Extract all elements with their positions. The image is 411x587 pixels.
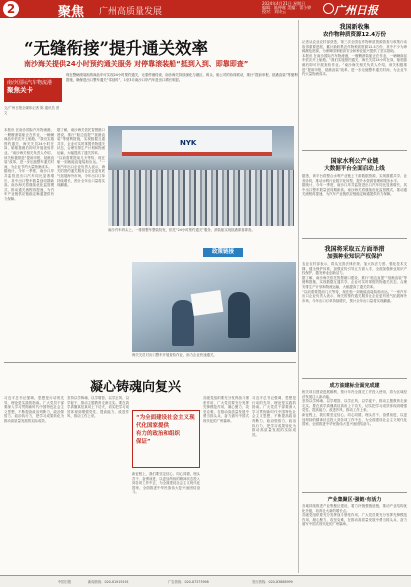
brief-text: 据悉，该平台将整合水利产业链上下游数据资源，实现数据共享、业务协同，推动水利行业数字化转型，提升水资源管理和服务水平。 据统计，今年一季度，南沙口岸共监管进出口汽车同比显著增长，其中出口整车数量创同期新高。南沙海关将继续优化监管模式，推动通关流程再提速，为汽车产业链供应链稳定畅通提供有力保障。 xyxy=(302,174,407,197)
page-number: 2 xyxy=(3,1,19,17)
brief-heading: 加强种业知识产权保护 xyxy=(326,254,382,260)
feature-column: 各级党组织要充分发挥战斗堡垒作用，广大党员要充分发挥先锋模范作用，凝心聚力、攻坚克难，在推动高质量发展中勇当排头兵，奋力谱写中国式现代化的广州篇章。 xyxy=(203,396,249,423)
footer-text: 发行热线：020-83888999 xyxy=(252,580,293,584)
masthead-logo: 广州日报 xyxy=(334,4,378,17)
pull-quote: “为全面建设社会主义现代化国家提供 有力的政治和组织 保证” xyxy=(132,410,200,468)
feature-column: 习近平总书记强调，思想是行动的先导，理论是实践的指南。广大党员干部要深入学习贯彻新时代中国特色社会主义思想，不断提高政治判断力、政治领悟力、政治执行力，把学习成果转化为推动高质量发展的实际成效。 xyxy=(4,396,64,423)
footer-text: 广告热线：020-87373998 xyxy=(168,580,209,584)
subsection-title: 广州高质量发展 xyxy=(99,7,163,17)
brief-heading: 我国将采取五方面举措 xyxy=(324,246,385,253)
brief-divider xyxy=(302,378,407,379)
brief-divider xyxy=(302,150,407,151)
brief-text: 相关项目建设进展顺利，预计年内全面完工并投入使用，将为区域经济发展注入新动能。 坚持以学铸魂、以学增智、以学正风、以学促干，推动主题教育走深走实。要在真学真懂真信真用上下功夫，切实把学习成效体现到增强党性、提高能力、改进作风、推动工作上来。 新征程上，我们要坚定信心、同心同德，埋头苦干、奋勇前进，以更加昂扬的精神状态投入到各项工作中去，为全面建设社会主义现代化国家、全面推进中华民族伟大复兴而团结奋斗。 xyxy=(302,390,407,427)
section-divider xyxy=(4,362,296,363)
sub-headline: 南沙海关提供24小时预约通关服务 对停靠滚装船“抵到入到、即靠即查” xyxy=(24,60,249,68)
main-headline: “无缝衔接”提升通关效率 xyxy=(24,39,208,58)
byline: 文/广州日报全媒体记者 陈 通讯员 蔡文 xyxy=(4,106,60,115)
feature-column: 坚持以学铸魂、以学增智、以学正风、以学促干，推动主题教育走深走实。要在真学真懂真信真用上下功夫，切实把学习成效体现到增强党性、提高能力、改进作风、推动工作上来。 xyxy=(67,396,129,419)
brief-heading: 产业集聚区·强链·有活力 xyxy=(327,497,382,503)
date-info: 2024年4月21日 星期日 编辑：陈仲晖 美编：雷小婷 校对：刘诗云 xyxy=(262,1,312,14)
feature-column: 新征程上，我们要坚定信心、同心同德，埋头苦干、奋勇前进，以更加昂扬的精神状态投入到各项工作中去，为全面建设社会主义现代化国家、全面推进中华民族伟大复兴而团结奋斗。 xyxy=(132,472,200,495)
feature-title: 凝心铸魂向复兴 xyxy=(90,380,182,395)
officer-figure xyxy=(172,300,194,346)
brief-heading: 成方油建标全面完成建 xyxy=(329,383,380,389)
policy-tag: 政策链接 xyxy=(203,248,243,257)
brief-text: 各地持续推进产业集聚区建设，着力补链强链延链，推动产业结构优化升级，培育壮大新的增长点。 各级党组织要充分发挥战斗堡垒作用，广大党员要充分发挥先锋模范作用，凝心聚力、攻坚克难，在推动高质量发展中勇当排头兵，奋力谱写中国式现代化的广州篇章。 xyxy=(302,504,407,527)
brief-divider xyxy=(302,492,407,493)
feature-column: 习近平总书记强调，思想是行动的先导，理论是实践的指南。广大党员干部要深入学习贯彻新时代中国特色社会主义思想，不断提高政治判断力、政治领悟力、政治执行力，把学习成果转化为推动高质量发展的实际成效。 xyxy=(252,396,296,437)
brief-text: 记者从农业农村部获悉，第三次全国农作物种质资源普查与收集行动取得重要进展，累计新收集农作物种质资源12.4万份，其中不少为珍稀濒危资源，为保障国家粮食安全和种业振兴提供了坚实基础。 本报讯 在南沙国际汽车物流港，一艘艘滚装船正在作业，一辆辆商品车依次开上船舱。“我们实施预约通关，海关关员24小时在岗，船舶靠港后即可开展查验作业。”南沙海关相关负责人介绍，该关积极推进“提前申报、抵港直装”改革，进一步压缩整车通关时间，为企业节约大量物流成本。 xyxy=(302,40,407,77)
inspection-photo xyxy=(132,262,296,352)
parked-cars xyxy=(108,170,294,226)
brief-heading: 大数据平台全面启动上线 xyxy=(324,166,385,172)
brief-heading: 农作物种质资源12.4万份 xyxy=(322,32,387,38)
document-in-hand xyxy=(191,290,224,316)
ship-shape xyxy=(122,130,272,156)
officer-figure xyxy=(228,292,250,338)
logo-icon xyxy=(323,3,334,14)
brief-divider xyxy=(302,238,407,239)
column-divider xyxy=(298,20,299,573)
story-column: 据了解，南沙海关依托智慧港口建设，推行“船边直提”“抵港直装”等便利措施，实现数据互通共享，企业可实时掌握货物通关状态，合理安排生产计划和物流运输，大幅提高了通关效率。 “以前需要提前几天等待，现在船一到就能直接装船出运。”一家汽车出口企业负责人表示，海关的预约通关服务让企业更有底气拓展海外市场，今年出口订单持续增长，预计全年出口量将实现翻番。 xyxy=(57,128,105,188)
footer-text: 新闻热线：020-81919191 xyxy=(88,580,129,584)
brief-text: 农业农村部表示，将从完善法律法规、加大执法力度、强化技术支撑、健全保护体系、加强宣传引导五方面入手，全面加强种业知识产权保护，激发种业创新活力。 据了解，南沙海关依托智慧港口建设，推行“船边直提”“抵港直装”等便利措施，实现数据互通共享，企业可实时掌握货物通关状态，合理安排生产计划和物流运输，大幅提高了通关效率。 “以前需要提前几天等待，现在船一到就能直接装船出运。”一家汽车出口企业负责人表示，海关的预约通关服务让企业更有底气拓展海外市场，今年出口订单持续增长，预计全年出口量将实现翻番。 xyxy=(302,262,407,303)
section-title: 聚焦 xyxy=(58,5,85,20)
brief-heading: 国家水利公产业链 xyxy=(330,158,379,165)
photo-caption: 南沙汽车码头上，一排排整车整装待发，依托“24小时预约通关”服务，滚装船实现抵港即靠即查。 xyxy=(108,228,255,232)
story-column: 本报讯 在南沙国际汽车物流港，一艘艘滚装船正在作业，一辆辆商品车依次开上船舱。“我们实施预约通关，海关关员24小时在岗，船舶靠港后即可开展查验作业。”南沙海关相关负责人介绍，该关积极推进“提前申报、抵港直装”改革，进一步压缩整车通关时间，为企业节约大量物流成本。 据统计，今年一季度，南沙口岸共监管进出口汽车同比显著增长，其中出口整车数量创同期新高。南沙海关将继续优化监管模式，推动通关流程再提速，为汽车产业链供应链稳定畅通提供有力保障。 xyxy=(4,128,54,201)
page-header xyxy=(0,0,411,18)
kicker-box: 南沙国际汽车物流港 聚焦关卡 xyxy=(4,78,62,102)
brief-heading: 我国新收集 xyxy=(339,24,370,31)
footer-text: 中国日报 xyxy=(58,580,72,584)
intro-paragraph: 现在整辆滚装船的商品车可实现24小时预约通关，无需停港待查，南沙海关持续深化与港区、码头、船公司的协同联动，推行“提前申报、抵港直装”等便利措施，确保进出口整车通关“零延时”，1至3月南沙口岸汽车进出口增长明显。 xyxy=(66,73,298,82)
ship-label: NYK xyxy=(180,139,197,147)
ship-photo xyxy=(108,126,294,226)
photo2-caption: 海关关员对出口整车开展查验作业，助力企业快速通关。 xyxy=(132,353,217,357)
